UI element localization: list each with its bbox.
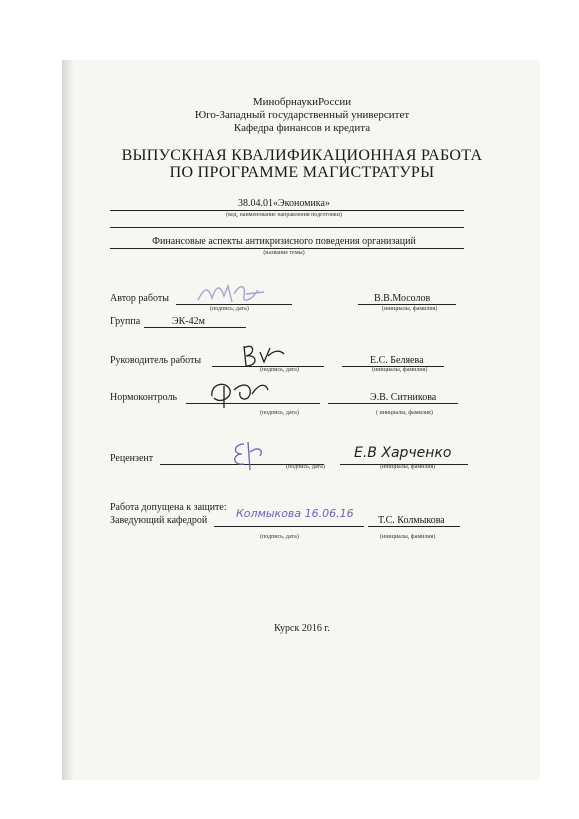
group-line	[144, 327, 246, 328]
direction-value: 38.04.01«Экономика»	[238, 198, 330, 209]
admission-text: Работа допущена к защите:	[110, 502, 227, 513]
direction-extra-line	[110, 227, 464, 228]
reviewer-label: Рецензент	[110, 453, 154, 464]
normcontrol-sign-caption: (подпись, дата)	[260, 410, 299, 416]
normcontrol-label: Нормоконтроль	[110, 392, 178, 403]
head-sign-caption: (подпись, дата)	[260, 534, 299, 540]
head-handwritten-signature: Колмыкова 16.06.16	[236, 507, 354, 520]
author-name: В.В.Мосолов	[374, 293, 431, 304]
author-label: Автор работы	[110, 293, 169, 304]
document-page	[64, 60, 540, 780]
author-signature	[194, 280, 274, 308]
normcontrol-name: Э.В. Ситникова	[370, 392, 437, 403]
title-line-2: ПО ПРОГРАММЕ МАГИСТРАТУРЫ	[169, 164, 435, 181]
author-sign-caption: (подпись, дата)	[210, 306, 249, 312]
group-label: Группа	[110, 316, 141, 327]
direction-caption: (код, наименование направления подготовки)	[226, 212, 342, 218]
reviewer-name: Е.В Харченко	[354, 445, 452, 461]
supervisor-name: Е.С. Беляева	[370, 355, 424, 366]
normcontrol-signature	[204, 376, 274, 410]
author-name-caption: (инициалы, фамилия)	[382, 306, 438, 312]
title-line-1: ВЫПУСКНАЯ КВАЛИФИКАЦИОННАЯ РАБОТА	[121, 147, 483, 164]
reviewer-sign-caption: (подпись, дата)	[286, 464, 325, 470]
normcontrol-name-caption: ( инициалы, фамилия)	[376, 410, 433, 416]
university-text: Юго-Западный государственный университет	[194, 109, 410, 121]
supervisor-sign-caption: (подпись, дата)	[260, 367, 299, 373]
reviewer-signature	[228, 438, 268, 472]
supervisor-label: Руководитель работы	[110, 355, 202, 366]
topic-value: Финансовые аспекты антикризисного поведения организаций	[152, 236, 416, 247]
head-name-line	[368, 526, 460, 527]
department-text: Кафедра финансов и кредита	[233, 122, 371, 134]
head-name-caption: (инициалы, фамилия)	[380, 534, 436, 540]
head-name: Т.С. Колмыкова	[378, 515, 445, 526]
normcontrol-name-line	[328, 403, 458, 404]
topic-caption: (название темы)	[263, 250, 305, 256]
topic-underline	[110, 248, 464, 249]
head-sign-line	[214, 526, 364, 527]
group-value: ЭК-42м	[172, 316, 205, 327]
supervisor-signature	[240, 340, 290, 370]
ministry-text: МинобрнаукиРоссии	[252, 96, 352, 108]
supervisor-name-caption: (инициалы, фамилия)	[372, 367, 428, 373]
city-year: Курск 2016 г.	[274, 623, 330, 634]
direction-underline	[110, 210, 464, 211]
head-label: Заведующий кафедрой	[110, 515, 208, 526]
reviewer-name-caption: (инициалы, фамилия)	[380, 464, 436, 470]
author-name-line	[358, 304, 456, 305]
